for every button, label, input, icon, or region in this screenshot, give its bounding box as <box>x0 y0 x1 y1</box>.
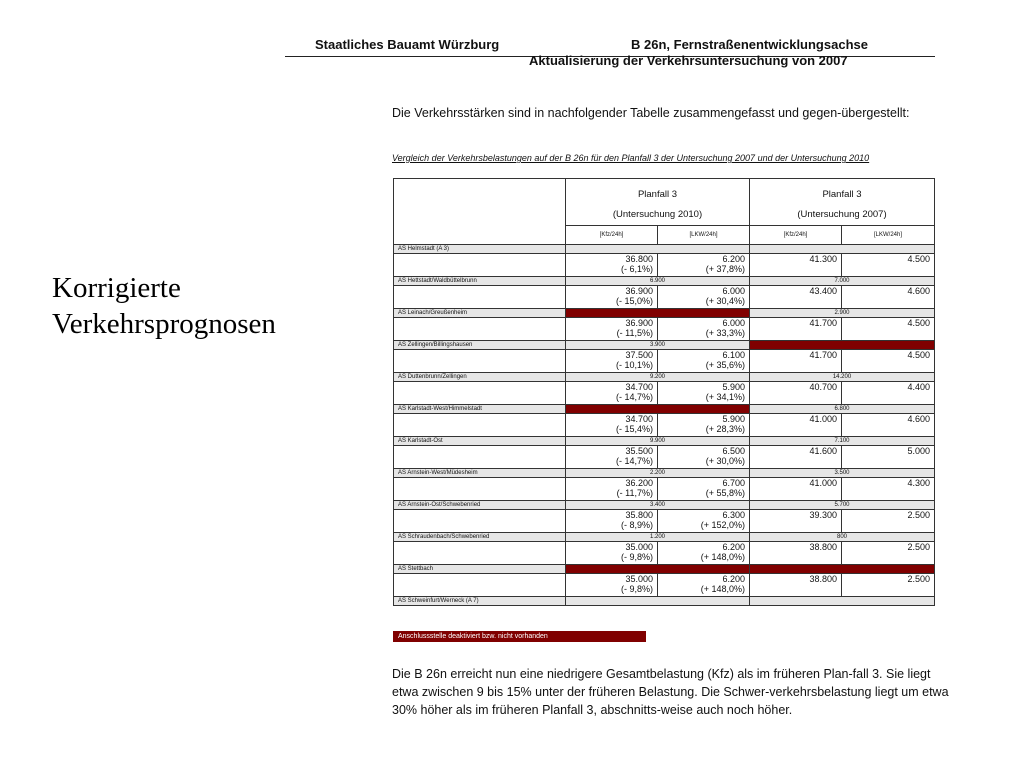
segment-blank <box>394 414 566 437</box>
junction-name: AS Zellingen/Billingshausen <box>394 341 566 350</box>
traffic-table <box>393 178 935 606</box>
junction-volume-2010: 3.400 <box>566 501 750 510</box>
lkw-2010: 6.200 <box>722 574 745 584</box>
lkw-2010-cell <box>658 478 750 501</box>
kfz-2010: 36.800 <box>625 254 653 264</box>
unit-lkw-2007: [LKW/24h] <box>842 226 935 245</box>
segment-blank <box>394 286 566 309</box>
lkw-2010-change: (+ 30,4%) <box>705 296 745 306</box>
junction-row <box>394 469 935 478</box>
kfz-2007: 38.800 <box>809 542 837 552</box>
lkw-2010-change: (+ 148,0%) <box>700 584 745 594</box>
kfz-2010-cell <box>566 542 658 565</box>
lkw-2010-cell <box>658 382 750 405</box>
lkw-2010-change: (+ 33,3%) <box>705 328 745 338</box>
lkw-2010: 6.300 <box>722 510 745 520</box>
lkw-2007-cell <box>842 350 935 373</box>
header-authority: Staatliches Bauamt Würzburg <box>315 37 500 52</box>
junction-name: AS Schweinfurt/Werneck (A 7) <box>394 597 566 606</box>
head-2007-sub: (Untersuchung 2007) <box>797 209 887 220</box>
lkw-2007: 2.500 <box>907 574 930 584</box>
kfz-2010: 34.700 <box>625 414 653 424</box>
junction-volume-2010: 1.200 <box>566 533 750 542</box>
header-project: B 26n, Fernstraßenentwicklungsachse <box>631 37 868 52</box>
segment-blank <box>394 510 566 533</box>
junction-row <box>394 501 935 510</box>
head-blank <box>394 179 566 245</box>
lkw-2010-cell <box>658 574 750 597</box>
segment-blank <box>394 382 566 405</box>
kfz-2010: 35.000 <box>625 542 653 552</box>
junction-name: AS Duttenbrunn/Zellingen <box>394 373 566 382</box>
kfz-2007: 41.300 <box>809 254 837 264</box>
segment-row <box>394 382 935 405</box>
kfz-2007-cell <box>750 254 842 277</box>
kfz-2010-change: (- 8,9%) <box>620 520 653 530</box>
head-planfall-2007 <box>750 179 935 226</box>
segment-blank <box>394 350 566 373</box>
junction-volume-2010: 2.200 <box>566 469 750 478</box>
junction-name: AS Karlstadt-Ost <box>394 437 566 446</box>
lkw-2007-cell <box>842 286 935 309</box>
lkw-2010-cell <box>658 542 750 565</box>
lkw-2010-change: (+ 148,0%) <box>700 552 745 562</box>
segment-blank <box>394 446 566 469</box>
junction-name: AS Leinach/Greußenheim <box>394 309 566 318</box>
junction-volume-2007: 800 <box>750 533 935 542</box>
kfz-2010-cell <box>566 510 658 533</box>
lkw-2010-cell <box>658 414 750 437</box>
kfz-2007: 39.300 <box>809 510 837 520</box>
junction-volume-2007: 14.200 <box>750 373 935 382</box>
lkw-2007: 4.300 <box>907 478 930 488</box>
kfz-2010: 36.900 <box>625 286 653 296</box>
lkw-2010: 6.500 <box>722 446 745 456</box>
lkw-2007-cell <box>842 318 935 341</box>
kfz-2010: 35.000 <box>625 574 653 584</box>
segment-row <box>394 478 935 501</box>
lkw-2010: 6.200 <box>722 542 745 552</box>
junction-volume-2007 <box>750 565 935 574</box>
lkw-2010: 6.200 <box>722 254 745 264</box>
lkw-2007-cell <box>842 414 935 437</box>
segment-row <box>394 510 935 533</box>
kfz-2010: 36.900 <box>625 318 653 328</box>
unit-kfz-2010: [Kfz/24h] <box>566 226 658 245</box>
segment-blank <box>394 254 566 277</box>
kfz-2007-cell <box>750 350 842 373</box>
kfz-2007: 41.600 <box>809 446 837 456</box>
kfz-2007: 43.400 <box>809 286 837 296</box>
head-2007-title: Planfall 3 <box>822 189 862 200</box>
kfz-2007-cell <box>750 574 842 597</box>
kfz-2007-cell <box>750 542 842 565</box>
kfz-2007: 41.700 <box>809 350 837 360</box>
legend-closed-junction: Anschlussstelle deaktiviert bzw. nicht vorhanden <box>393 631 646 642</box>
lkw-2007-cell <box>842 510 935 533</box>
segment-row <box>394 574 935 597</box>
junction-volume-2010 <box>566 597 750 606</box>
segment-blank <box>394 574 566 597</box>
junction-row <box>394 277 935 286</box>
head-2010-title: Planfall 3 <box>637 189 678 200</box>
lkw-2007: 4.500 <box>907 350 930 360</box>
header-subtitle: Aktualisierung der Verkehrsuntersuchung von 2007 <box>529 53 848 68</box>
kfz-2007-cell <box>750 382 842 405</box>
kfz-2010-cell <box>566 286 658 309</box>
segment-blank <box>394 542 566 565</box>
kfz-2010: 35.800 <box>625 510 653 520</box>
traffic-table-body <box>394 179 935 606</box>
kfz-2007: 41.000 <box>809 478 837 488</box>
kfz-2010: 37.500 <box>625 350 653 360</box>
lkw-2010-cell <box>658 318 750 341</box>
junction-name: AS Stettbach <box>394 565 566 574</box>
lkw-2007-cell <box>842 478 935 501</box>
lkw-2007: 4.600 <box>907 414 930 424</box>
table-caption: Vergleich der Verkehrsbelastungen auf der B 26n für den Planfall 3 der Untersuchung 2007 und der Untersuchung 2010 <box>392 153 870 163</box>
lkw-2010-cell <box>658 286 750 309</box>
kfz-2010-change: (- 14,7%) <box>615 456 653 466</box>
kfz-2010-cell <box>566 350 658 373</box>
junction-volume-2010: 9.200 <box>566 373 750 382</box>
kfz-2007-cell <box>750 286 842 309</box>
junction-volume-2007 <box>750 597 935 606</box>
lkw-2010-change: (+ 37,8%) <box>705 264 745 274</box>
table-head-row <box>394 179 935 226</box>
lkw-2010-cell <box>658 350 750 373</box>
kfz-2007-cell <box>750 478 842 501</box>
junction-volume-2007: 7.000 <box>750 277 935 286</box>
intro-text: Die Verkehrsstärken sind in nachfolgender Tabelle zusammengefasst und gegen-übergestellt: <box>392 106 910 120</box>
head-2010-sub: (Untersuchung 2010) <box>612 209 703 220</box>
segment-row <box>394 446 935 469</box>
kfz-2010-cell <box>566 382 658 405</box>
lkw-2010-change: (+ 28,3%) <box>705 424 745 434</box>
junction-volume-2007 <box>750 245 935 254</box>
junction-row <box>394 245 935 254</box>
kfz-2010: 34.700 <box>625 382 653 392</box>
kfz-2010-cell <box>566 414 658 437</box>
kfz-2010-cell <box>566 318 658 341</box>
kfz-2010-change: (- 15,0%) <box>615 296 653 306</box>
junction-name: AS Arnstein-Ost/Schwebenried <box>394 501 566 510</box>
kfz-2010-change: (- 11,5%) <box>616 328 653 338</box>
junction-volume-2010 <box>566 245 750 254</box>
lkw-2010-change: (+ 34,1%) <box>705 392 745 402</box>
kfz-2007: 40.700 <box>809 382 837 392</box>
kfz-2010-change: (- 14,7%) <box>615 392 653 402</box>
junction-row <box>394 565 935 574</box>
lkw-2007: 4.500 <box>907 254 930 264</box>
kfz-2010-change: (- 10,1%) <box>615 360 653 370</box>
segment-row <box>394 286 935 309</box>
lkw-2010: 5.900 <box>722 382 745 392</box>
junction-volume-2010: 6.900 <box>566 277 750 286</box>
segment-blank <box>394 318 566 341</box>
lkw-2010-cell <box>658 446 750 469</box>
segment-row <box>394 318 935 341</box>
unit-kfz-2007: [Kfz/24h] <box>750 226 842 245</box>
lkw-2007-cell <box>842 254 935 277</box>
lkw-2010: 6.000 <box>722 286 745 296</box>
lkw-2007-cell <box>842 542 935 565</box>
summary-paragraph: Die B 26n erreicht nun eine niedrigere Gesamtbelastung (Kfz) als im früheren Plan-fall 3. Sie liegt etwa zwischen 9 bis 15% unter der früheren Belastung. Die Schwer-verkehrsbelastung liegt um etwa 30% höher als im früheren Planfall 3, abschnitts-weise auch noch höher. <box>392 667 949 717</box>
junction-row <box>394 437 935 446</box>
lkw-2010: 6.700 <box>722 478 745 488</box>
slide-title-line2: Verkehrsprognosen <box>52 308 276 340</box>
lkw-2007: 2.500 <box>907 510 930 520</box>
lkw-2010: 6.000 <box>722 318 745 328</box>
segment-blank <box>394 478 566 501</box>
segment-row <box>394 254 935 277</box>
lkw-2007: 4.500 <box>907 318 930 328</box>
kfz-2010-cell <box>566 574 658 597</box>
junction-row <box>394 373 935 382</box>
segment-row <box>394 542 935 565</box>
kfz-2007: 41.000 <box>809 414 837 424</box>
lkw-2010-cell <box>658 510 750 533</box>
kfz-2007-cell <box>750 510 842 533</box>
lkw-2010-change: (+ 152,0%) <box>700 520 745 530</box>
kfz-2010-change: (- 15,4%) <box>615 424 653 434</box>
junction-row <box>394 405 935 414</box>
kfz-2007-cell <box>750 414 842 437</box>
lkw-2007-cell <box>842 446 935 469</box>
segment-row <box>394 350 935 373</box>
kfz-2007-cell <box>750 446 842 469</box>
lkw-2007: 4.600 <box>907 286 930 296</box>
junction-volume-2010: 3.900 <box>566 341 750 350</box>
junction-volume-2007: 3.500 <box>750 469 935 478</box>
kfz-2007-cell <box>750 318 842 341</box>
junction-row <box>394 533 935 542</box>
kfz-2010-cell <box>566 254 658 277</box>
kfz-2010: 36.200 <box>625 478 653 488</box>
unit-lkw-2010: [LKW/24h] <box>658 226 750 245</box>
junction-name: AS Helmstadt (A 3) <box>394 245 566 254</box>
junction-name: AS Karlstadt-West/Himmelstadt <box>394 405 566 414</box>
junction-name: AS Arnstein-West/Müdesheim <box>394 469 566 478</box>
kfz-2007: 38.800 <box>809 574 837 584</box>
kfz-2010-change: (- 9,8%) <box>620 552 653 562</box>
junction-name: AS Hettstadt/Waldbüttelbrunn <box>394 277 566 286</box>
junction-volume-2010: 9.900 <box>566 437 750 446</box>
lkw-2010-change: (+ 30,0%) <box>705 456 745 466</box>
junction-row <box>394 309 935 318</box>
lkw-2010: 5.900 <box>722 414 745 424</box>
lkw-2007-cell <box>842 574 935 597</box>
kfz-2010-cell <box>566 478 658 501</box>
kfz-2007: 41.700 <box>809 318 837 328</box>
slide-title-line1: Korrigierte <box>52 272 181 304</box>
lkw-2010-change: (+ 35,6%) <box>705 360 745 370</box>
lkw-2010: 6.100 <box>722 350 745 360</box>
junction-row <box>394 341 935 350</box>
kfz-2010-change: (- 9,8%) <box>620 584 653 594</box>
lkw-2007-cell <box>842 382 935 405</box>
kfz-2010-change: (- 11,7%) <box>616 488 653 498</box>
lkw-2010-cell <box>658 254 750 277</box>
junction-volume-2010 <box>566 405 750 414</box>
junction-volume-2007: 6.800 <box>750 405 935 414</box>
junction-volume-2010 <box>566 565 750 574</box>
junction-volume-2007: 2.900 <box>750 309 935 318</box>
junction-volume-2007: 7.100 <box>750 437 935 446</box>
kfz-2010-change: (- 6,1%) <box>620 264 653 274</box>
junction-volume-2010 <box>566 309 750 318</box>
lkw-2010-change: (+ 55,8%) <box>705 488 745 498</box>
junction-name: AS Schraudenbach/Schwebenried <box>394 533 566 542</box>
slide-title <box>52 270 276 342</box>
lkw-2007: 2.500 <box>907 542 930 552</box>
segment-row <box>394 414 935 437</box>
kfz-2010-cell <box>566 446 658 469</box>
junction-volume-2007: 5.700 <box>750 501 935 510</box>
lkw-2007: 5.000 <box>907 446 930 456</box>
junction-volume-2007 <box>750 341 935 350</box>
junction-row <box>394 597 935 606</box>
lkw-2007: 4.400 <box>907 382 930 392</box>
kfz-2010: 35.500 <box>625 446 653 456</box>
head-planfall-2010 <box>566 179 750 226</box>
